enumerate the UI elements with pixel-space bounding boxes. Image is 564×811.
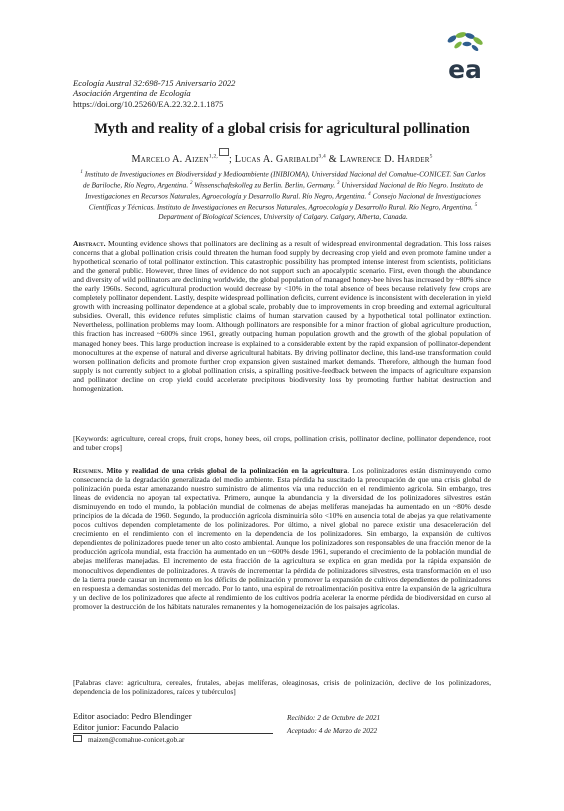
email-address[interactable]: maizen@comahue-conicet.gob.ar <box>88 736 185 744</box>
ecologia-austral-logo <box>436 26 496 86</box>
author-name: Lawrence D. Harder <box>339 154 430 165</box>
palabras-clave: [Palabras clave: agricultura, cereales, frutales, abejas melíferas, oleaginosas, crisis de polinización, declive de los polinizadores, dependencia de los polinizadores, raíces y tubérculos] <box>73 678 491 697</box>
footer-divider <box>73 733 273 734</box>
affiliation-text: Consejo Nacional de Investigaciones Científicas y Técnicas. Instituto de Investigaciones en Recursos Naturales, Agroecología y Desarrollo Rural. Río Negro, Argentina. <box>88 191 481 212</box>
resumen-title: Mito y realidad de una crisis global de la polinización en la agricultura <box>103 466 348 475</box>
junior-editor: Editor junior: Facundo Palacio <box>73 721 179 732</box>
resumen-paragraph <box>73 466 491 611</box>
article-footer <box>73 711 491 751</box>
editors <box>73 711 273 733</box>
author-separator: & <box>325 154 340 165</box>
submission-dates <box>287 711 380 737</box>
keywords: [Keywords: agriculture, cereal crops, fruit crops, honey bees, oil crops, pollination crisis, pollinator decline, pollinator dependence, root and tuber crops] <box>73 434 491 453</box>
associate-editor: Editor asociado: Pedro Blendinger <box>73 711 192 721</box>
affiliation-text: Wissenschaftskolleg zu Berlin. Berlin, Germany. <box>192 180 337 190</box>
author-list <box>40 148 524 166</box>
corresponding-email[interactable] <box>73 735 184 745</box>
resumen-text: . Los polinizadores están disminuyendo como consecuencia de la degradación generalizada del medio ambiente. Esta pérdida ha suscitado la preocupación de que una crisis global de polinización pueda estar amenazando nuestro suministro de alimentos vía una reducción en el rendimiento agrícola. Sin embargo, tres líneas de evidencia no apoyan tal expectativa. Primero, aunque la abundancia y la diversidad de los polinizadores silvestres están disminuyendo en todo el mundo, la población mundial de colmenas de abejas melíferas manejadas ha aumentado en un ~80% desde principios de la década de 1960. Segundo, la producción agrícola disminuiría sólo <10% en ausencia total de abejas ya que relativamente pocos cultivos dependen completamente de los polinizadores. Por último, a nivel global no parece existir una desaceleración del crecimiento en el rendimiento con el incremento en la dependencia de los polinizadores. Sin embargo, la expansión de cultivos dependientes de polinizadores puede tener un alto costo ambiental. Aunque los polinizadores son responsables de una fracción menor de la producción agrícola mundial, esta fracción ha aumentado en un ~600% desde 1961, superando el crecimiento de la población mundial de abejas melíferas manejadas. El incremento de esta fracción de la agricultura se explica en gran medida por la rápida expansión de monocultivos dependientes de polinizadores. A través de incrementar la pérdida de polinizadores silvestres, esta transformación en el uso de la tierra puede causar un incremento en los déficits de polinización y promover la expansión de cultivos dependientes de polinizadores en respuesta a demandas sostenidas del mercado. Por lo tanto, una espiral de retroalimentación positiva entre la expansión de la agricultura y un declive de los polinizadores que afecte al rendimiento de los cultivos podría acelerar la enorme pérdida de biodiversidad en curso al promover la destrucción de los hábitats naturales remanentes y la homogeneización de los paisajes agrícolas. <box>73 466 491 611</box>
abstract-label: Abstract. <box>73 239 106 248</box>
received-date: Recibido: 2 de Octubre de 2021 <box>287 713 381 722</box>
author-affiliation-marker: 5 <box>429 153 433 160</box>
envelope-icon <box>73 735 82 742</box>
affiliations <box>78 168 488 221</box>
mail-icon <box>219 148 229 156</box>
journal-society: Asociación Argentina de Ecología <box>73 88 191 99</box>
affiliation-number: 4 <box>368 191 371 197</box>
journal-citation: Ecología Austral 32:698-715 Aniversario 2022 <box>73 78 236 88</box>
author-affiliation-marker: 3,4 <box>318 153 326 160</box>
journal-header <box>73 78 403 109</box>
abstract-paragraph <box>73 239 491 393</box>
logo-lettering: ea <box>448 55 482 84</box>
affiliation-number: 2 <box>189 180 193 186</box>
author-name: Marcelo A. Aizen <box>131 154 209 165</box>
affiliation-number: 1 <box>80 170 83 175</box>
resumen-label: Resumen. <box>73 466 104 475</box>
affiliation-text: Instituto de Investigaciones en Biodiversidad y Medioambiente (INIBIOMA), Universidad Nacional del Comahue-CONICET. San Carlos de Bariloche, Río Negro, Argentina. <box>82 169 486 190</box>
affiliation-number: 5 <box>474 202 478 208</box>
accepted-date: Aceptado: 4 de Marzo de 2022 <box>287 726 378 735</box>
affiliation-number: 3 <box>337 180 340 186</box>
abstract-text: Mounting evidence shows that pollinators are declining as a result of widespread environmental degradation. This loss raises concerns that a global pollination crisis could threaten the human food supply by decreasing crop yield and even promote famine under a hypothetical scenario of total pollinator extinction. This catastrophic possibility has prompted intense interest from scientists, politicians and the general public. However, three lines of evidence do not support such an apocalyptic scenario. First, even though the abundance and diversity of wild pollinators are declining worldwide, the global population of managed honey-bee hives has increased by ~80% since the early 1960s. Second, agricultural production would decrease by <10% in the total absence of bees because relatively few crops are completely pollinator dependent. Lastly, despite widespread pollination deficits, current evidence is inconsistent with deceleration in yield growth with increasing pollinator dependence at a global scale, probably due to improvements in crop breeding and external agricultural subsidies. Overall, this evidence refutes simplistic claims of human starvation caused by a hypothetical total pollinator extinction. Nevertheless, pollination problems may loom. Although pollinators are responsible for a minor fraction of global agriculture production, this fraction has increased ~600% since 1961, greatly outpacing human population growth and the growth of the global population of managed honey bees. This large production increase is explained to a considerable extent by the rapid expansion of pollinator-dependent monocultures at the expense of natural and diverse agricultural habitats. By driving pollinator decline, this land-use transformation could worsen pollination deficits and promote further crop expansion given sustained market demands. Therefore, although the human food supply is not currently subject to a global pollination crisis, a spiralling positive-feedback between the impacts of agriculture expansion and pollinator decline on crop yield could accelerate precipitous biodiversity loss by promoting further habitat destruction and homogenization. <box>73 239 491 393</box>
article-title: Myth and reality of a global crisis for agricultural pollination <box>94 121 470 137</box>
leaf-cluster-icon <box>446 31 484 52</box>
author-name: Lucas A. Garibaldi <box>234 154 319 165</box>
author-separator: ; <box>228 154 235 165</box>
affiliation-text: Universidad Nacional de Río Negro. Instituto de Investigaciones en Recursos Naturales, Agroecología y Desarrollo Rural. Río Negro, Argentina. <box>85 180 484 201</box>
author-affiliation-marker: 1,2, <box>208 153 218 160</box>
affiliation-text: Department of Biological Sciences, University of Calgary. Calgary, Alberta, Canada. <box>158 211 408 221</box>
doi-link[interactable]: https://doi.org/10.25260/EA.22.32.2.1.1875 <box>73 98 224 109</box>
